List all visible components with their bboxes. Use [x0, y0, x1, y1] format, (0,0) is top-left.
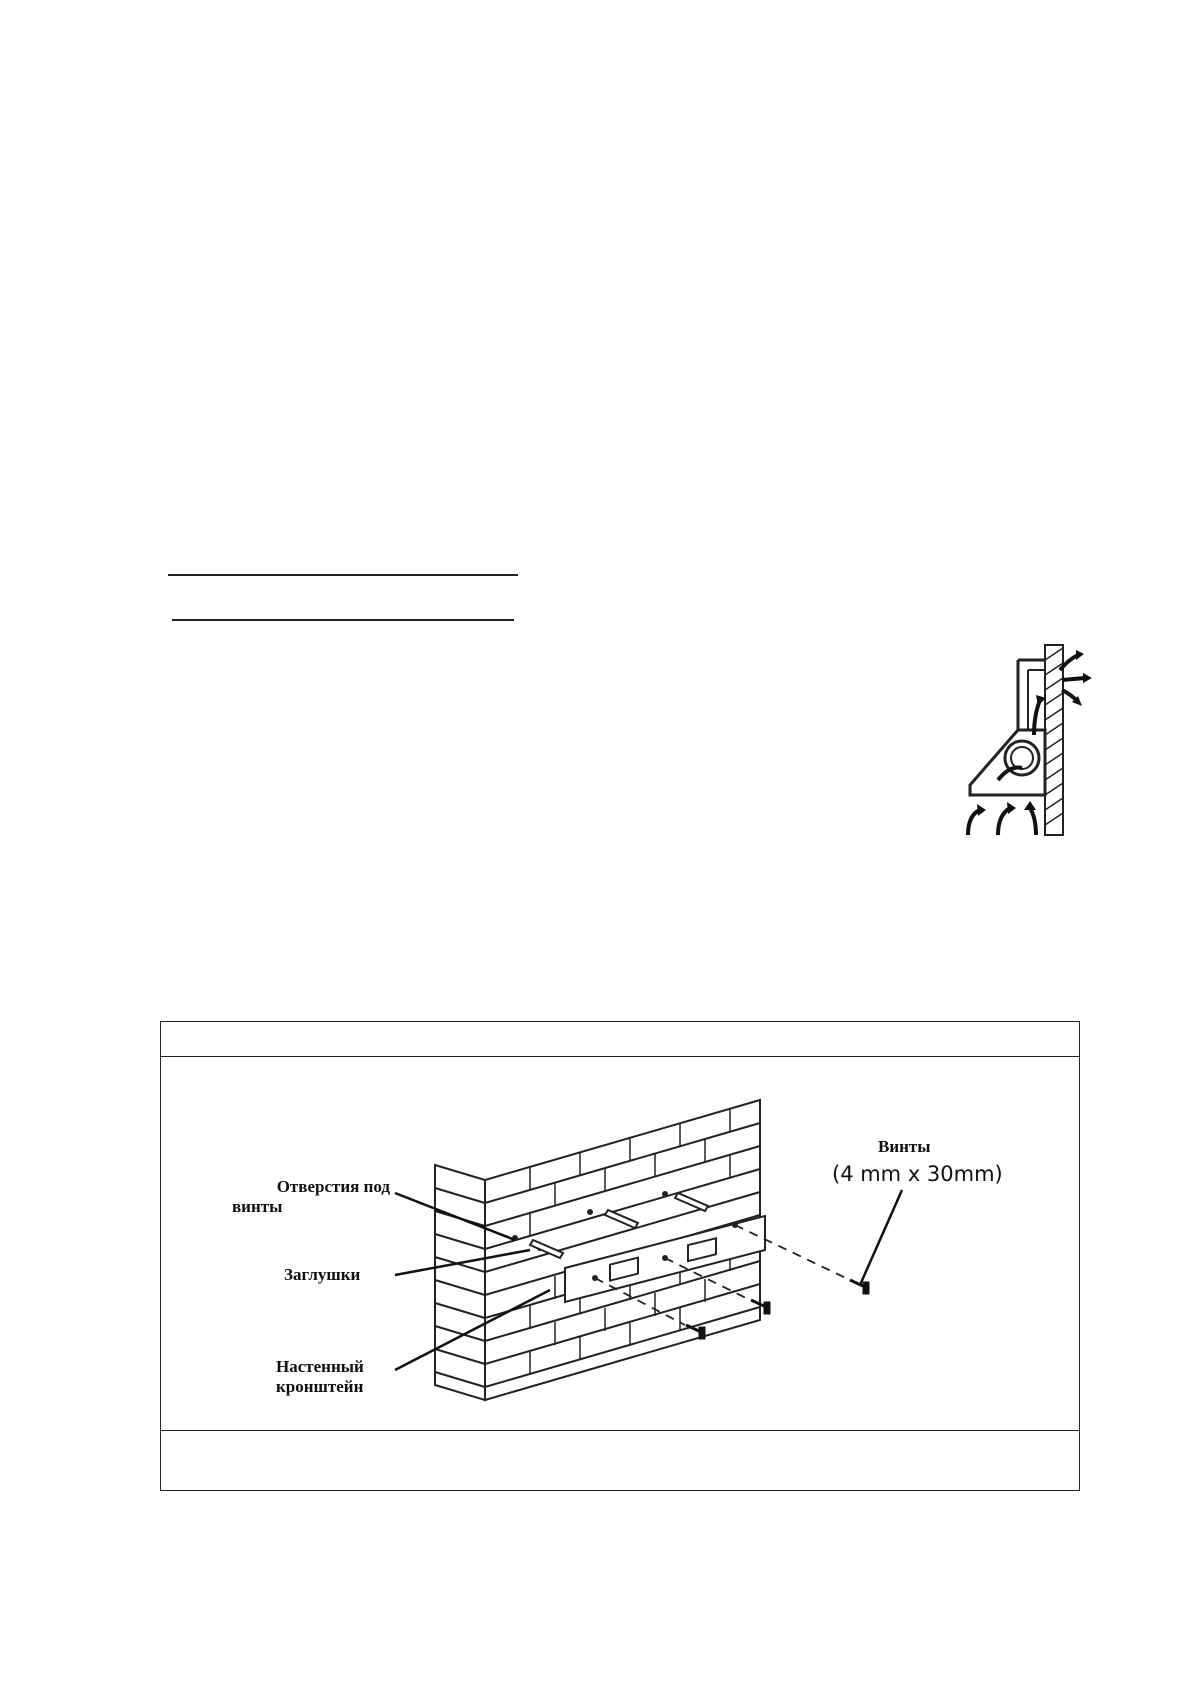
screw-holes-label-line1: Отверстия под [276, 1177, 390, 1196]
blank-line-2 [172, 619, 514, 621]
wall-bracket-label [276, 1357, 364, 1397]
screws-label: Винты [878, 1137, 931, 1156]
plugs-label: Заглушки [284, 1265, 361, 1284]
wall-bracket-label-line1: Настенный [276, 1357, 364, 1376]
blank-line-1 [168, 574, 518, 576]
label-leader-lines [390, 1175, 590, 1375]
table-footer-divider [161, 1430, 1079, 1431]
screw-size-label: (4 mm x 30mm) [832, 1162, 1003, 1186]
screw-holes-label [230, 1177, 390, 1217]
table-header-divider [161, 1056, 1079, 1057]
wall-bracket-label-line2: кронштейн [276, 1377, 364, 1396]
range-hood-airflow-illustration [950, 640, 1110, 840]
screw-holes-label-line2: винты [232, 1197, 283, 1216]
